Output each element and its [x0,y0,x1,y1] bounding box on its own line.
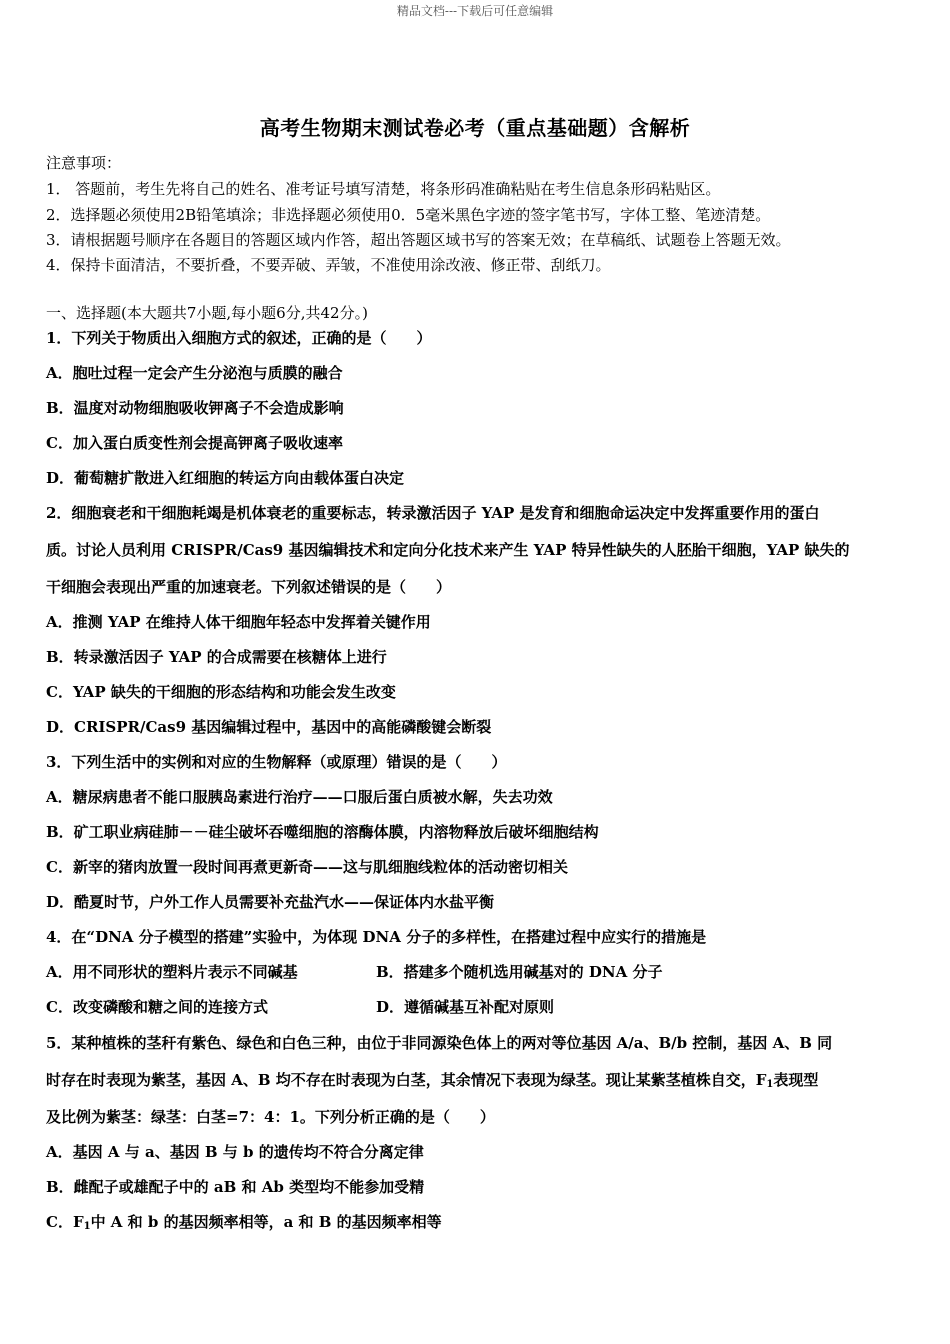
notice-heading: 注意事项： [46,154,122,172]
question-2-option-d: D．CRISPR/Cas9 基因编辑过程中，基因中的高能磷酸键会断裂 [46,718,492,736]
section-heading: 一、选择题(本大题共7小题,每小题6分,共42分。) [46,304,368,322]
question-5-option-c-prefix: C．F [46,1213,84,1231]
notice-item: 1． 答题前，考生先将自己的姓名、准考证号填写清楚，将条形码准确粘贴在考生信息条形码粘贴区。 [46,180,721,198]
question-2-option-c: C．YAP 缺失的干细胞的形态结构和功能会发生改变 [46,683,396,701]
question-4-option-c: C．改变磷酸和糖之间的连接方式 [46,998,268,1016]
question-5-option-a: A．基因 A 与 a、基因 B 与 b 的遗传均不符合分离定律 [46,1143,424,1161]
question-2-stem-line3: 干细胞会表现出严重的加速衰老。下列叙述错误的是（ ） [46,578,452,596]
question-3-option-c: C．新宰的猪肉放置一段时间再煮更新奇——这与肌细胞线粒体的活动密切相关 [46,858,568,876]
question-3-stem: 3．下列生活中的实例和对应的生物解释（或原理）错误的是（ ） [46,753,507,771]
question-5-option-c [46,1211,442,1232]
notice-item: 3．请根据题号顺序在各题目的答题区域内作答，超出答题区域书写的答案无效；在草稿纸、试题卷上答题无效。 [46,231,791,249]
question-5-stem-line1: 5．某种植株的茎秆有紫色、绿色和白色三种，由位于非同源染色体上的两对等位基因 A/a、B/b 控制，基因 A、B 同 [46,1034,833,1052]
subscript: 1 [83,1221,91,1232]
question-3-option-a: A．糖尿病患者不能口服胰岛素进行治疗——口服后蛋白质被水解，失去功效 [46,788,553,806]
notice-item: 2．选择题必须使用2B铅笔填涂；非选择题必须使用0．5毫米黑色字迹的签字笔书写，字体工整、笔迹清楚。 [46,206,771,224]
question-2-stem-line1: 2．细胞衰老和干细胞耗竭是机体衰老的重要标志，转录激活因子 YAP 是发育和细胞命运决定中发挥重要作用的蛋白 [46,504,820,522]
question-4-stem: 4．在“DNA 分子模型的搭建”实验中，为体现 DNA 分子的多样性，在搭建过程中应实行的措施是 [46,928,707,946]
question-4-option-b: B．搭建多个随机选用碱基对的 DNA 分子 [376,963,663,981]
question-5-stem-line2-tail: 表现型 [773,1071,819,1089]
notice-item: 4．保持卡面清洁，不要折叠，不要弄破、弄皱，不准使用涂改液、修正带、刮纸刀。 [46,256,611,274]
question-3-option-b: B．矿工职业病硅肺－－硅尘破坏吞噬细胞的溶酶体膜，内溶物释放后破坏细胞结构 [46,823,599,841]
question-5-option-c-text: 中 A 和 b 的基因频率相等，a 和 B 的基因频率相等 [90,1213,442,1231]
question-5-option-b: B．雌配子或雄配子中的 aB 和 Ab 类型均不能参加受精 [46,1178,425,1196]
page-header: 精品文档---下载后可任意编辑 [396,4,554,18]
question-1-option-d: D．葡萄糖扩散进入红细胞的转运方向由载体蛋白决定 [46,469,405,487]
question-2-option-a: A．推测 YAP 在维持人体干细胞年轻态中发挥着关键作用 [46,613,431,631]
question-5-stem-line3: 及比例为紫茎：绿茎：白茎=7：4：1。下列分析正确的是（ ） [46,1108,495,1126]
question-4-option-d: D．遵循碱基互补配对原则 [376,998,555,1016]
question-2-option-b: B．转录激活因子 YAP 的合成需要在核糖体上进行 [46,648,387,666]
subscript: 1 [766,1079,774,1090]
question-4-option-a: A．用不同形状的塑料片表示不同碱基 [46,963,298,981]
exam-title: 高考生物期末测试卷必考（重点基础题）含解析 [259,116,691,140]
question-3-option-d: D．酷夏时节，户外工作人员需要补充盐汽水——保证体内水盐平衡 [46,893,495,911]
question-2-stem-line2: 质。讨论人员利用 CRISPR/Cas9 基因编辑技术和定向分化技术来产生 YAP 特异性缺失的人胚胎干细胞，YAP 缺失的 [46,541,850,559]
question-1-option-a: A．胞吐过程一定会产生分泌泡与质膜的融合 [46,364,343,382]
question-1-option-c: C．加入蛋白质变性剂会提高钾离子吸收速率 [46,434,343,452]
question-5-stem-line2-text: 时存在时表现为紫茎，基因 A、B 均不存在时表现为白茎，其余情况下表现为绿茎。现让某紫茎植株自交，F [46,1071,767,1089]
question-1-stem: 1．下列关于物质出入细胞方式的叙述，正确的是（ ） [46,329,432,347]
question-5-stem-line2 [46,1069,818,1090]
question-1-option-b: B．温度对动物细胞吸收钾离子不会造成影响 [46,399,344,417]
